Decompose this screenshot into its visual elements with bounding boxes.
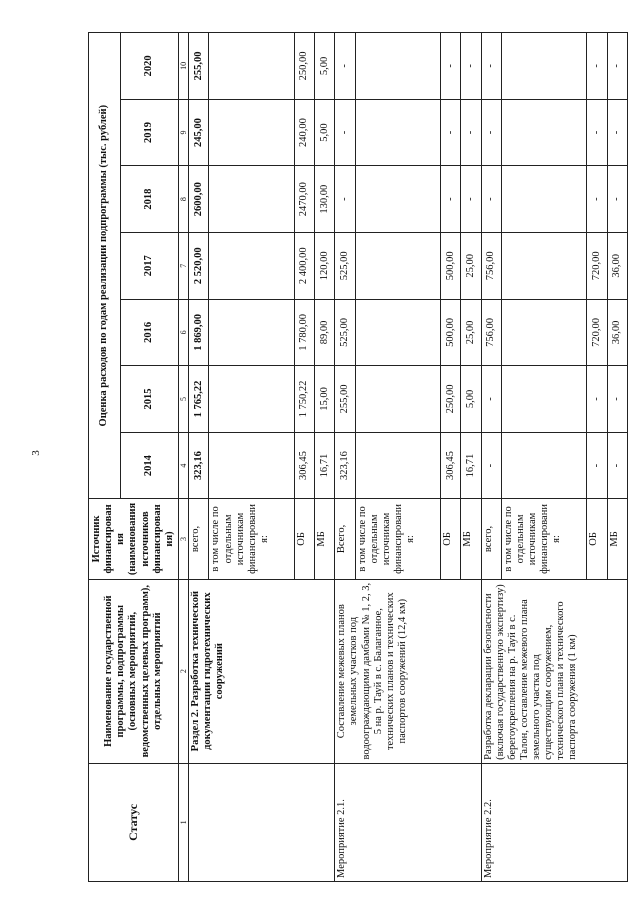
value-cell: - [607,366,627,433]
value-cell: 5,00 [315,99,335,166]
source-cell: в том числе по отдельным источникам финансирования: [209,499,294,579]
value-cell: 255,00 [335,366,355,433]
header-estimate: Оценка расходов по годам реализации подпрограммы (тыс. рублей) [89,33,121,499]
value-cell: 25,00 [461,299,481,366]
value-cell [501,432,586,499]
header-year: 2019 [121,99,179,166]
value-cell: 1 869,00 [189,299,209,366]
value-cell: 15,00 [315,366,335,433]
source-cell: всего, [481,499,501,579]
value-cell: - [441,166,461,233]
value-cell [355,366,440,433]
value-cell: - [607,432,627,499]
value-cell: - [481,99,501,166]
value-cell: 720,00 [587,232,607,299]
value-cell [209,432,294,499]
value-cell: - [461,33,481,100]
source-cell: Всего, [335,499,355,579]
column-number: 10 [179,33,189,100]
value-cell [209,33,294,100]
table-row [189,33,209,882]
value-cell: 525,00 [335,232,355,299]
value-cell: 1 765,22 [189,366,209,433]
value-cell: 306,45 [441,432,461,499]
value-cell: - [587,366,607,433]
value-cell: 500,00 [441,232,461,299]
value-cell [209,299,294,366]
value-cell: - [481,366,501,433]
column-number: 1 [179,763,189,881]
value-cell: 25,00 [461,232,481,299]
value-cell: 2470,00 [294,166,314,233]
value-cell [501,166,586,233]
column-number: 9 [179,99,189,166]
source-cell: МБ [607,499,627,579]
measure-name: Разработка декларации безопасности (включая государственную экспертизу) берегоукрепления на р. Тауй в с. Талон, составление межевого плана земельного участка под существующим сооружением, технического плана и технического паспорта сооружения (1 км) [481,579,627,763]
section-title: Раздел 2. Разработка технической документации гидротехнических сооружений [189,579,335,763]
value-cell: 756,00 [481,299,501,366]
value-cell: - [441,99,461,166]
value-cell: 323,16 [335,432,355,499]
value-cell: 5,00 [461,366,481,433]
measure-status: Мероприятие 2.2. [481,763,627,881]
value-cell: - [481,166,501,233]
value-cell: 2 400,00 [294,232,314,299]
value-cell [501,366,586,433]
column-number: 6 [179,299,189,366]
value-cell: - [335,99,355,166]
value-cell: - [461,99,481,166]
rotated-table-wrapper [88,32,628,882]
value-cell: - [481,432,501,499]
source-cell: всего, [189,499,209,579]
value-cell: 120,00 [315,232,335,299]
value-cell: - [587,166,607,233]
value-cell: 5,00 [315,33,335,100]
source-cell: МБ [315,499,335,579]
value-cell: 255,00 [189,33,209,100]
source-cell: в том числе по отдельным источникам финансирования: [355,499,440,579]
value-cell: - [335,33,355,100]
column-number: 5 [179,366,189,433]
measure-status: Мероприятие 2.1. [335,763,481,881]
value-cell [209,99,294,166]
header-year: 2015 [121,366,179,433]
value-cell: 36,00 [607,299,627,366]
value-cell: 1 750,22 [294,366,314,433]
value-cell: - [481,33,501,100]
value-cell: 756,00 [481,232,501,299]
value-cell: 306,45 [294,432,314,499]
page-number: 3 [29,450,42,456]
value-cell: 240,00 [294,99,314,166]
budget-table [88,32,628,882]
value-cell [209,166,294,233]
value-cell: 245,00 [189,99,209,166]
value-cell: - [607,33,627,100]
column-number: 4 [179,432,189,499]
source-cell: в том числе по отдельным источникам финансирования: [501,499,586,579]
header-year: 2017 [121,232,179,299]
value-cell: - [587,432,607,499]
value-cell [355,299,440,366]
source-cell: ОБ [441,499,461,579]
table-row [335,33,355,882]
value-cell [209,232,294,299]
value-cell: 250,00 [294,33,314,100]
value-cell: 250,00 [441,366,461,433]
source-cell: ОБ [294,499,314,579]
column-number-row [179,33,189,882]
value-cell: - [335,166,355,233]
header-name: Наименование государственной программы, подпрограммы (основных мероприятий, ведомственных целевых программ), отдельных мероприятий [89,579,179,763]
value-cell: - [607,166,627,233]
value-cell [355,166,440,233]
column-number: 7 [179,232,189,299]
value-cell: 36,00 [607,232,627,299]
header-year: 2018 [121,166,179,233]
value-cell: 2600,00 [189,166,209,233]
value-cell [209,366,294,433]
column-number: 8 [179,166,189,233]
header-year: 2020 [121,33,179,100]
value-cell: 323,16 [189,432,209,499]
value-cell: - [607,99,627,166]
table-row [481,33,501,882]
value-cell: 1 780,00 [294,299,314,366]
column-number: 3 [179,499,189,579]
value-cell: 89,00 [315,299,335,366]
value-cell [501,232,586,299]
source-cell: МБ [461,499,481,579]
value-cell: 16,71 [315,432,335,499]
value-cell: 720,00 [587,299,607,366]
value-cell [501,99,586,166]
value-cell: - [441,33,461,100]
value-cell: 500,00 [441,299,461,366]
value-cell: - [587,33,607,100]
value-cell [355,33,440,100]
source-cell: ОБ [587,499,607,579]
value-cell: 525,00 [335,299,355,366]
value-cell: 2 520,00 [189,232,209,299]
header-year: 2016 [121,299,179,366]
header-source: Источник финансирования (наименования источников финансирования) [89,499,179,579]
header-year: 2014 [121,432,179,499]
measure-name: Составление межевых планов земельных участков под водоограждающими дамбами № 1, 2, 3, 5 на р. Тауй в с. Балаганное, технических планов и технических паспортов сооружений (12,4 км) [335,579,481,763]
value-cell [355,99,440,166]
value-cell [501,33,586,100]
value-cell: - [461,166,481,233]
section-status-cell [189,763,335,881]
value-cell: 130,00 [315,166,335,233]
value-cell [355,232,440,299]
column-number: 2 [179,579,189,763]
value-cell [355,432,440,499]
header-status: Статус [89,763,179,881]
value-cell: - [587,99,607,166]
value-cell [501,299,586,366]
value-cell: 16,71 [461,432,481,499]
